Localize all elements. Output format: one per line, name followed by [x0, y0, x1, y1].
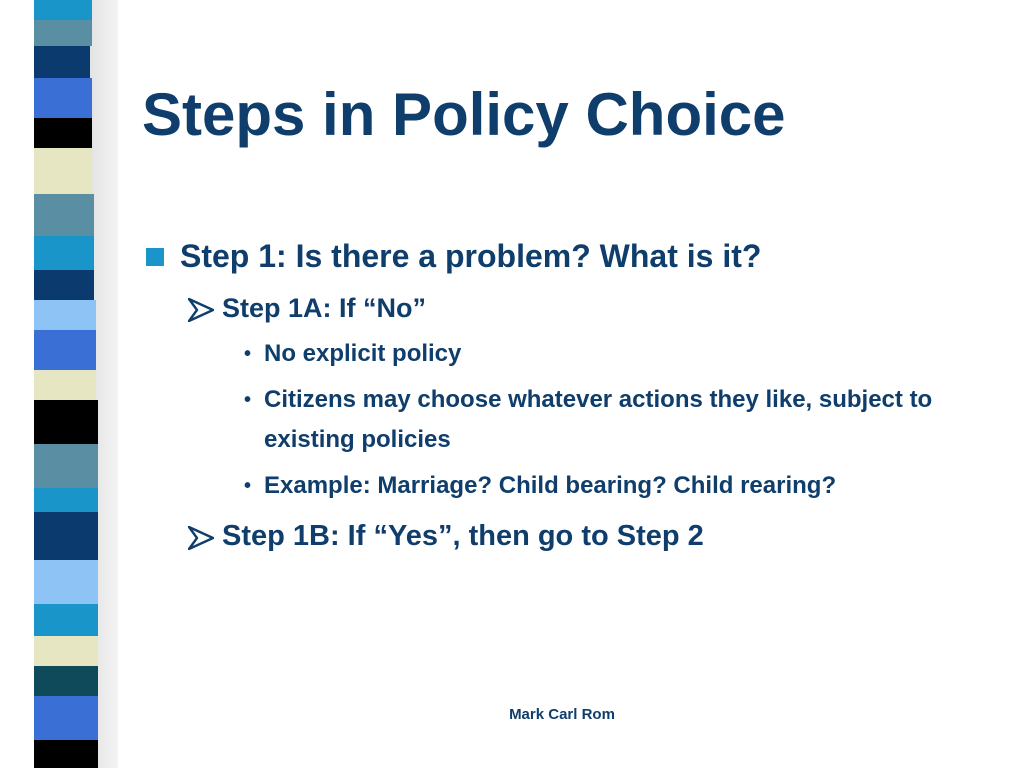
- stripe-block: [34, 78, 92, 118]
- stripe-block: [34, 604, 98, 636]
- stripe-block: [34, 148, 92, 194]
- bullet-text: Step 1A: If “No”: [222, 293, 427, 323]
- stripe-block: [34, 330, 96, 370]
- stripe-block: [34, 512, 98, 560]
- dot-bullet-icon: •: [244, 343, 252, 365]
- arrow-bullet-icon: [188, 516, 222, 550]
- dot-bullet-icon: •: [244, 389, 252, 411]
- stripe-block: [34, 300, 96, 330]
- stripe-block: [34, 118, 92, 148]
- stripe-block: [34, 20, 92, 46]
- stripe-block: [34, 46, 90, 78]
- list-item: • No explicit policy: [244, 334, 996, 374]
- list-item: • Example: Marriage? Child bearing? Child rearing?: [244, 466, 996, 506]
- bullet-step-1: [146, 232, 996, 280]
- stripe-block: [34, 236, 94, 270]
- stripe-block: [34, 444, 98, 488]
- stripe-block: [34, 0, 92, 20]
- stripe-block: [34, 666, 98, 696]
- bullet-step-1b: [188, 516, 996, 556]
- stripe-block: [34, 370, 96, 400]
- stripe-block: [34, 400, 98, 444]
- stripe-block: [34, 270, 94, 300]
- arrow-bullet-icon: [188, 288, 222, 322]
- square-bullet-icon: [146, 248, 164, 266]
- bullet-text: Step 1: Is there a problem? What is it?: [180, 238, 762, 274]
- stripe-block: [34, 560, 98, 604]
- bullet-step-1a: [188, 288, 996, 328]
- slide-body: [146, 232, 996, 556]
- dot-bullet-icon: •: [244, 475, 252, 497]
- footer-author: Mark Carl Rom: [509, 706, 615, 723]
- slide-title: Steps in Policy Choice: [142, 81, 786, 148]
- list-item: • Citizens may choose whatever actions they like, subject to existing policies: [244, 380, 996, 460]
- bullet-text: Step 1B: If “Yes”, then go to Step 2: [222, 520, 704, 552]
- stripe-block: [34, 636, 98, 666]
- stripe-block: [34, 194, 94, 236]
- stripe-block: [34, 488, 98, 512]
- stripe-block: [34, 740, 98, 768]
